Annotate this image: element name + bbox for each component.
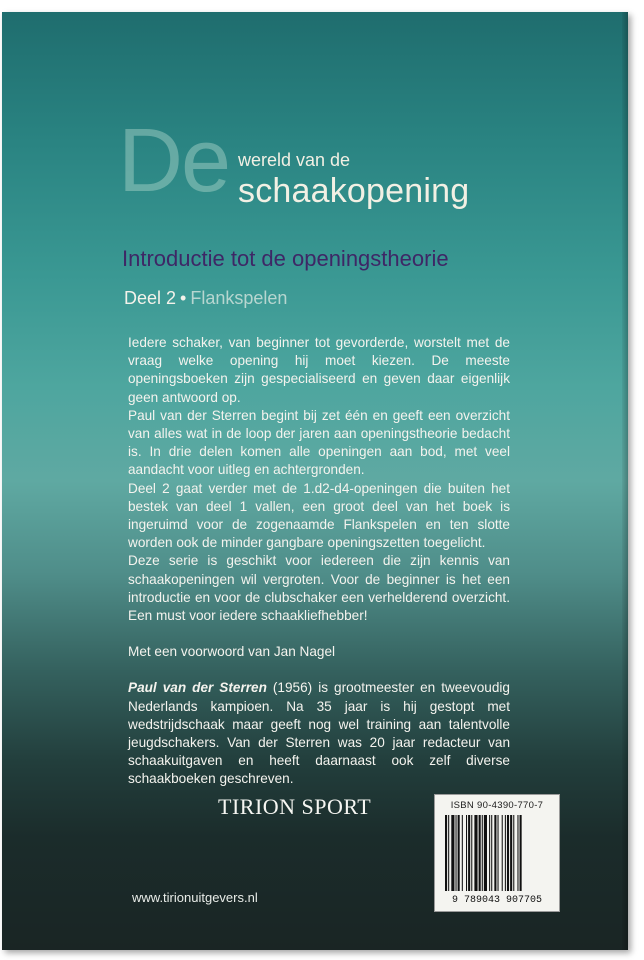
barcode-bar <box>502 815 503 891</box>
barcode-bar <box>474 815 477 891</box>
title-line-2: schaakopening <box>238 172 470 210</box>
volume-line <box>124 288 287 309</box>
blurb-paragraph-3: Deel 2 gaat verder met de 1.d2-d4-openingen die buiten het bestek van deel 1 vallen, een groot deel van het boek is ingeruimd voor de zogenaamde Flankspelen en ten slotte worden ook de minder gangbare openingszetten toegelicht. <box>128 480 510 551</box>
barcode-graphic <box>445 815 549 893</box>
barcode-bar <box>471 815 472 891</box>
author-bio <box>128 679 510 788</box>
blurb-paragraph-2: Paul van der Sterren begint bij zet één en geeft een overzicht van alles wat in de loop der jaren aan openingstheorie bedacht is. In drie delen komen alle openingen aan bod, met veel aandacht voor uitleg en achtergronden. <box>128 407 510 478</box>
book-back-cover <box>2 12 628 950</box>
barcode-panel <box>434 794 560 912</box>
blurb-paragraph-4: Deze serie is geschikt voor iedereen die zijn kennis van schaakopeningen wil vergroten. Voor de beginner is het een introductie en voor de clubschaker een verhelderend overzicht. Een must voor iedere schaakliefhebber! <box>128 553 510 624</box>
cover-edge-shadow <box>622 12 628 950</box>
barcode-bar <box>445 815 447 891</box>
publisher-logo: TIRION SPORT <box>218 794 372 819</box>
isbn-text: ISBN 90-4390-770-7 <box>450 800 544 811</box>
foreword-line: Met een voorwoord van Jan Nagel <box>128 644 336 660</box>
barcode-bar <box>513 815 514 891</box>
volume-separator: • <box>180 288 187 308</box>
blurb-paragraph-1: Iedere schaker, van beginner tot gevorderde, worstelt met de vraag welke opening hij moet kiezen. De meeste openingsboeken zijn gespecialiseerd en geven daar eigenlijk geen antwoord op. <box>128 335 510 405</box>
title-line-1: wereld van de <box>238 150 351 170</box>
barcode-bar <box>491 815 492 891</box>
spacer <box>128 661 510 679</box>
author-name: Paul van der Sterren <box>128 680 267 696</box>
barcode-bar <box>479 815 481 891</box>
barcode-bar <box>456 815 457 891</box>
barcode-bar <box>498 815 499 891</box>
author-bio-text: (1956) is grootmeester en tweevoudig Nederlands kampioen. Na 35 jaar is hij gestopt met wedstrijdschaak maar geeft nog wel training aan talentvolle jeugdschakers. Van der Sterren was 20 jaar redacteur van schaakuitgaven en heeft daarnaast ook zelf diverse schaakboeken geschreven. <box>128 680 510 787</box>
barcode-bar <box>505 815 506 891</box>
barcode-bar <box>458 815 460 891</box>
barcode-bar <box>494 815 496 891</box>
spacer <box>128 625 510 643</box>
series-subtitle: Introductie tot de openingstheorie <box>122 246 449 271</box>
barcode-bar <box>489 815 490 891</box>
blurb-text <box>128 334 510 789</box>
barcode-bar <box>507 815 509 891</box>
barcode-bar <box>510 815 512 891</box>
publisher-website: www.tirionuitgevers.nl <box>132 890 258 905</box>
big-de-lettering: De <box>118 111 230 211</box>
barcode-bar <box>462 815 463 891</box>
barcode-bar <box>484 815 487 891</box>
volume-label: Deel 2 <box>124 288 177 308</box>
barcode-bar <box>517 815 518 891</box>
barcode-bar <box>451 815 454 891</box>
barcode-bar <box>482 815 483 891</box>
volume-title: Flankspelen <box>190 288 288 308</box>
ean-digits: 9 789043 907705 <box>451 895 542 906</box>
barcode-bar <box>448 815 449 891</box>
barcode-bar <box>466 815 467 891</box>
barcode-bar <box>468 815 470 891</box>
barcode-bar <box>520 815 522 891</box>
